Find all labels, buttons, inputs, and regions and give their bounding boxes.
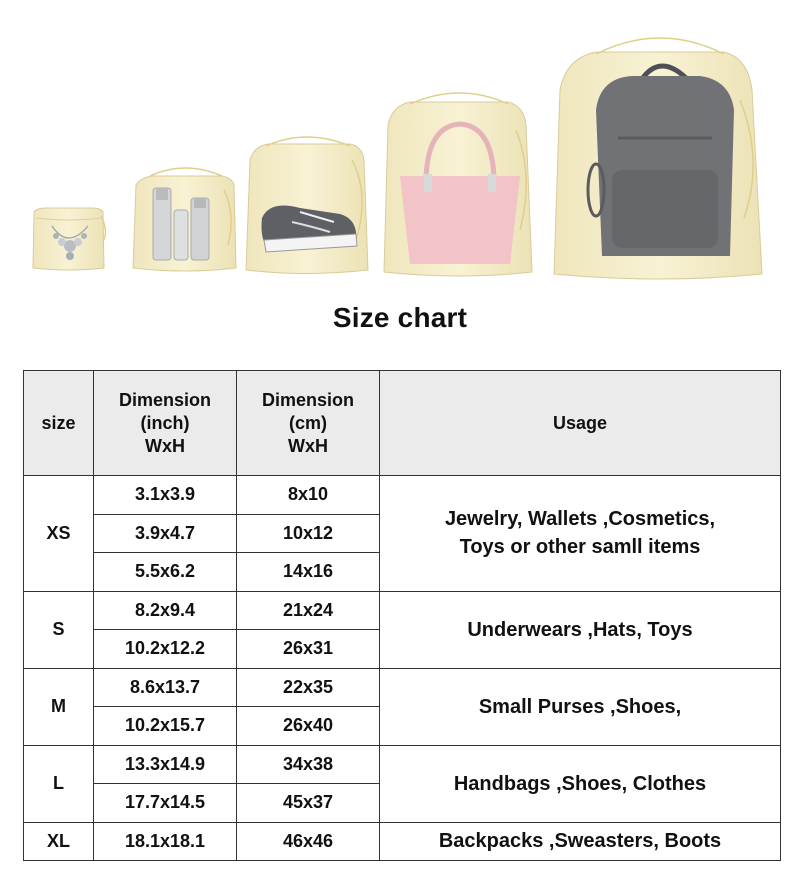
usage-s: Underwears ,Hats, Toys xyxy=(380,591,781,668)
usage-xs-line1: Jewelry, Wallets ,Cosmetics, xyxy=(444,508,716,531)
table-row xyxy=(24,476,781,515)
cm-cell: 26x31 xyxy=(237,630,380,669)
header-dimension-inch xyxy=(94,371,237,476)
chart-title: Size chart xyxy=(332,302,468,333)
usage-m: Small Purses ,Shoes, xyxy=(380,668,781,745)
inch-cell: 10.2x12.2 xyxy=(94,630,237,669)
cm-cell: 46x46 xyxy=(237,822,380,861)
table-header-row xyxy=(24,371,781,476)
size-xl: XL xyxy=(24,822,94,861)
size-l: L xyxy=(24,745,94,822)
bag-xs xyxy=(33,208,105,270)
bag-xl xyxy=(554,38,762,279)
inch-cell: 5.5x6.2 xyxy=(94,553,237,592)
header-inch-line1: Dimension xyxy=(118,389,211,410)
bag-m xyxy=(246,137,368,274)
cm-cell: 10x12 xyxy=(237,514,380,553)
usage-l: Handbags ,Shoes, Clothes xyxy=(380,745,781,822)
cm-cell: 21x24 xyxy=(237,591,380,630)
header-size xyxy=(24,371,94,476)
inch-cell: 10.2x15.7 xyxy=(94,707,237,746)
header-usage-label: Usage xyxy=(552,412,608,433)
header-usage xyxy=(380,371,781,476)
table-row xyxy=(24,591,781,630)
header-cm-line3: WxH xyxy=(288,435,328,456)
size-s: S xyxy=(24,591,94,668)
cm-cell: 14x16 xyxy=(237,553,380,592)
bag-s xyxy=(133,168,236,271)
cm-cell: 45x37 xyxy=(237,784,380,823)
inch-cell: 3.9x4.7 xyxy=(94,514,237,553)
cm-cell: 22x35 xyxy=(237,668,380,707)
usage-xl: Backpacks ,Sweasters, Boots xyxy=(380,822,781,861)
header-inch-line3: WxH xyxy=(145,435,185,456)
size-table xyxy=(23,370,781,861)
usage-xs xyxy=(380,476,781,592)
header-dimension-cm xyxy=(237,371,380,476)
inch-cell: 17.7x14.5 xyxy=(94,784,237,823)
size-xs: XS xyxy=(24,476,94,592)
table-row xyxy=(24,822,781,861)
backpack-icon xyxy=(588,66,734,256)
cm-cell: 34x38 xyxy=(237,745,380,784)
usage-xs-line2: Toys or other samll items xyxy=(459,536,701,559)
inch-cell: 8.6x13.7 xyxy=(94,668,237,707)
header-inch-line2: (inch) xyxy=(140,412,190,433)
table-row xyxy=(24,668,781,707)
inch-cell: 8.2x9.4 xyxy=(94,591,237,630)
cm-cell: 26x40 xyxy=(237,707,380,746)
bag-l xyxy=(384,93,532,276)
bag-illustrations xyxy=(0,0,800,300)
size-m: M xyxy=(24,668,94,745)
header-cm-line2: (cm) xyxy=(288,412,327,433)
inch-cell: 3.1x3.9 xyxy=(94,476,237,515)
table-row xyxy=(24,745,781,784)
inch-cell: 13.3x14.9 xyxy=(94,745,237,784)
inch-cell: 18.1x18.1 xyxy=(94,822,237,861)
header-cm-line1: Dimension xyxy=(261,389,354,410)
cm-cell: 8x10 xyxy=(237,476,380,515)
header-size-label: size xyxy=(41,412,76,433)
